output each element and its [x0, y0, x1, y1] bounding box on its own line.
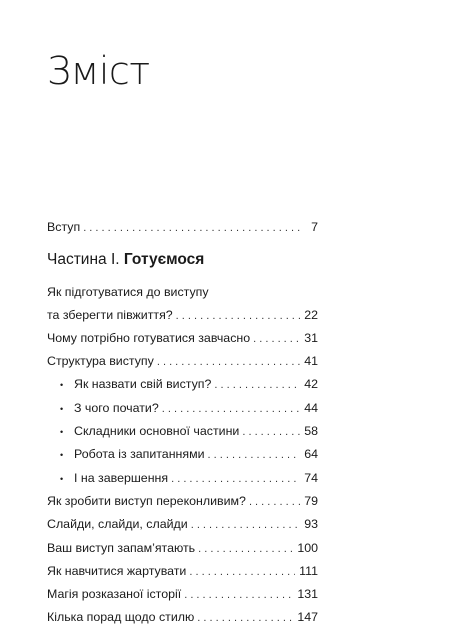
dot-leader: [214, 374, 300, 396]
toc-page-number: 31: [304, 330, 318, 345]
toc-page-number: 64: [304, 447, 318, 462]
dot-leader: [83, 217, 304, 239]
part-label: Частина І.: [47, 251, 120, 269]
toc-entry-intro[interactable]: [47, 216, 318, 239]
toc-page-number: 131: [297, 587, 318, 602]
toc-entry-label: Ваш виступ запам’ятають: [47, 540, 196, 555]
toc-page-number: 44: [304, 400, 318, 415]
bullet-icon: •: [60, 403, 64, 414]
toc-entry-label: Як навчитися жартувати: [47, 563, 187, 578]
toc-subentry[interactable]: [47, 373, 318, 396]
toc-page-number: 58: [304, 424, 318, 439]
part-name: Готуємося: [123, 251, 205, 269]
bullet-icon: •: [60, 473, 64, 484]
toc-entry-label: Як назвати свій виступ?: [74, 377, 212, 392]
part-heading: [47, 249, 318, 271]
toc-subentry[interactable]: [47, 443, 318, 466]
dot-leader: [184, 584, 293, 606]
page-title: Зміст: [47, 49, 150, 93]
toc-entry-label: З чого почати?: [74, 400, 159, 415]
toc-page-number: 100: [297, 540, 318, 555]
toc-entry-label: Структура виступу: [47, 354, 154, 369]
toc-entry[interactable]: [47, 350, 318, 373]
bullet-icon: •: [60, 427, 64, 438]
dot-leader: [208, 444, 301, 466]
toc-subentry[interactable]: [47, 467, 318, 490]
toc-entry[interactable]: [47, 560, 318, 583]
toc-page-number: 111: [299, 563, 318, 578]
toc-entry-label: Вступ: [47, 220, 81, 234]
dot-leader: [157, 351, 300, 373]
toc-subentry[interactable]: [47, 397, 318, 420]
dot-leader: [198, 538, 293, 560]
toc-entry-label-line1: Як підготуватися до виступу: [47, 285, 209, 300]
toc-entry[interactable]: [47, 537, 318, 560]
dot-leader: [242, 421, 300, 443]
bullet-icon: •: [60, 380, 64, 391]
toc-entry-label: Як зробити виступ переконливим?: [47, 493, 246, 508]
toc-entry[interactable]: [47, 606, 318, 629]
dot-leader: [162, 398, 300, 420]
toc-entry-label: Слайди, слайди, слайди: [47, 517, 188, 532]
toc-entry-label: Магія розказаної історії: [47, 587, 182, 602]
toc-page-number: 42: [304, 377, 318, 392]
dot-leader: [253, 328, 300, 350]
dot-leader: [189, 561, 295, 583]
table-of-contents: [47, 216, 318, 630]
toc-page-number: 22: [304, 307, 318, 322]
dot-leader: [191, 514, 301, 536]
toc-subentry[interactable]: [47, 420, 318, 443]
dot-leader: [197, 607, 293, 629]
toc-entry-label: Складники основної частини: [74, 424, 240, 439]
toc-entry-label: Кілька порад щодо стилю: [47, 610, 195, 625]
toc-entry[interactable]: [47, 513, 318, 536]
toc-page-number: 93: [304, 517, 318, 532]
toc-entry[interactable]: [47, 583, 318, 606]
toc-entry[interactable]: [47, 281, 318, 327]
toc-page-number: 7: [311, 220, 318, 234]
toc-entry-label: та зберегти півжиття?: [47, 307, 173, 322]
toc-page-number: 74: [304, 470, 318, 485]
toc-entry-label: Чому потрібно готуватися завчасно: [47, 330, 251, 345]
toc-entry-label: Робота із запитаннями: [74, 447, 205, 462]
dot-leader: [176, 305, 301, 327]
toc-entry[interactable]: [47, 490, 318, 513]
toc-page-number: 79: [304, 493, 318, 508]
dot-leader: [249, 491, 300, 513]
toc-entry[interactable]: [47, 327, 318, 350]
toc-page-number: 147: [297, 610, 318, 625]
bullet-icon: •: [60, 450, 64, 461]
toc-page-number: 41: [304, 354, 318, 369]
dot-leader: [171, 468, 300, 490]
toc-entry-label: І на завершення: [74, 470, 169, 485]
